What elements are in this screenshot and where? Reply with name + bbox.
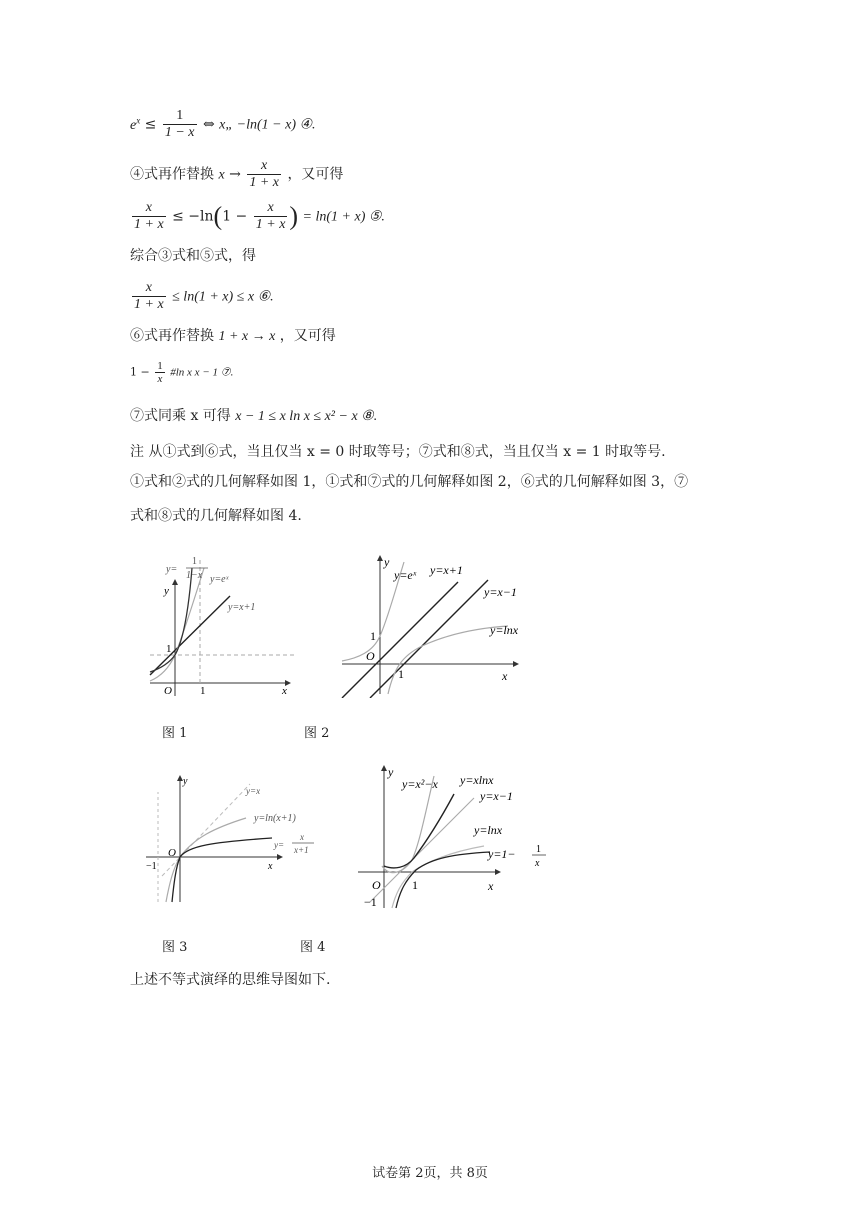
inequality-line-1: $e^x$ ≤ $\frac{1}{1 - x}$ ⇔ x„ −ln(1 − x) ④. (130, 108, 316, 140)
inequality-line-6: $\frac{x}{1 + x}$ ≤ ln(1 + x) ≤ x ⑥. (134, 280, 274, 312)
fig4-lbl_x: x (488, 879, 494, 893)
figure-3 (142, 772, 322, 906)
substitution-line-4: ④式再作替换 x → $\frac{x}{1 + x}$ ，又可得 (130, 158, 344, 190)
figure-4 (354, 762, 554, 910)
fig3-lbl_x: x (268, 861, 273, 872)
fig4-lbl_1: 1 (412, 878, 418, 892)
fig1-y-label: y (164, 585, 169, 597)
inequality-line-7: 1 − $\frac{1}{x}$ #ln x x − 1 ⑦. (130, 360, 234, 385)
fraction-1-over-1-minus-x: $\frac{1}{1 - x}$ (164, 108, 195, 140)
inequality-line-8: ⑦式同乘 x 可得 x − 1 ≤ x ln x ≤ x² − x ⑧. (130, 408, 378, 424)
fig3-lbl_frac_num: x (300, 832, 304, 842)
caption-fig4: 图 4 (300, 940, 326, 955)
fig4-lbl_recip_den: x (535, 858, 540, 869)
page-footer: 试卷第 2页，共 8页 (372, 1166, 488, 1181)
fig4-lbl_recip_pre: y=1− (488, 847, 516, 861)
fig2-lbl_1y: 1 (370, 629, 376, 643)
fig2-lbl_x: x (502, 669, 508, 683)
fig4-lbl_xlnx: y=xlnx (460, 773, 494, 787)
fig2-lbl_o: O (366, 649, 375, 663)
note-line: 注 从①式到⑥式，当且仅当 x = 0 时取等号；⑦式和⑧式，当且仅当 x = 1 时取等号. (130, 444, 666, 460)
fig1-frac-label-pre: y= (166, 564, 178, 575)
fig3-lbl_m1: −1 (146, 861, 157, 872)
combine-line: 综合③式和⑤式，得 (130, 248, 256, 264)
fig3-lbl_y: y (183, 776, 188, 787)
fig3-lbl_o: O (168, 847, 176, 859)
fig4-lbl_ln: y=lnx (474, 823, 503, 837)
fig3-lbl_yx: y=x (246, 786, 261, 796)
mindmap-intro-line: 上述不等式演绎的思维导图如下. (130, 972, 331, 988)
fig4-lbl_line: y=x−1 (480, 789, 513, 803)
fig2-lbl_line2: y=x−1 (484, 585, 517, 599)
figure-2 (338, 548, 528, 698)
fig1-x-tick-1: 1 (200, 685, 206, 697)
explanation-line-1: ①式和②式的几何解释如图 1，①式和⑦式的几何解释如图 2，⑥式的几何解释如图 3，⑦ (130, 474, 689, 490)
caption-fig3: 图 3 (162, 940, 188, 955)
caption-fig2: 图 2 (304, 726, 330, 741)
fig3-lbl_ln: y=ln(x+1) (254, 813, 296, 824)
fig2-lbl_ln: y=lnx (490, 623, 519, 637)
fig4-lbl_o: O (372, 878, 381, 892)
fig2-lbl_y: y (384, 555, 390, 569)
figure-1 (142, 548, 302, 698)
caption-fig1: 图 1 (162, 726, 188, 741)
fig1-frac-label-den: 1−x (186, 570, 203, 581)
fig1-x-label: x (282, 685, 287, 697)
fig2-lbl_1x: 1 (398, 667, 404, 681)
inequality-line-5: $\frac{x}{1 + x}$ ≤ −ln(1 − $\frac{x}{1 + x}$ ) = ln(1 + x) ⑤. (134, 200, 385, 232)
fraction-x-over-1-plus-x: $\frac{x}{1 + x}$ (249, 158, 279, 190)
fig1-origin-label: O (164, 685, 172, 697)
fig4-lbl_y: y (388, 765, 394, 779)
fig4-lbl_m1: −1 (364, 895, 377, 909)
fig1-exp-label: y=eˣ (210, 574, 229, 585)
fig4-lbl_quad: y=x²−x (402, 777, 438, 791)
fig1-y-tick-1: 1 (166, 643, 172, 655)
fig2-lbl_line1: y=x+1 (430, 563, 463, 577)
fig3-lbl_frac_den: x+1 (294, 845, 309, 855)
fig4-lbl_recip_num: 1 (536, 844, 541, 855)
fig1-line-label: y=x+1 (228, 602, 256, 613)
substitution-line-6: ⑥式再作替换 1 + x → x ，又可得 (130, 328, 336, 344)
fig1-frac-label-num: 1 (192, 556, 197, 567)
explanation-line-2: 式和⑧式的几何解释如图 4. (130, 508, 302, 524)
fig3-lbl_frac_pre: y= (274, 840, 285, 850)
fig2-lbl_exp: y=eˣ (394, 568, 417, 582)
